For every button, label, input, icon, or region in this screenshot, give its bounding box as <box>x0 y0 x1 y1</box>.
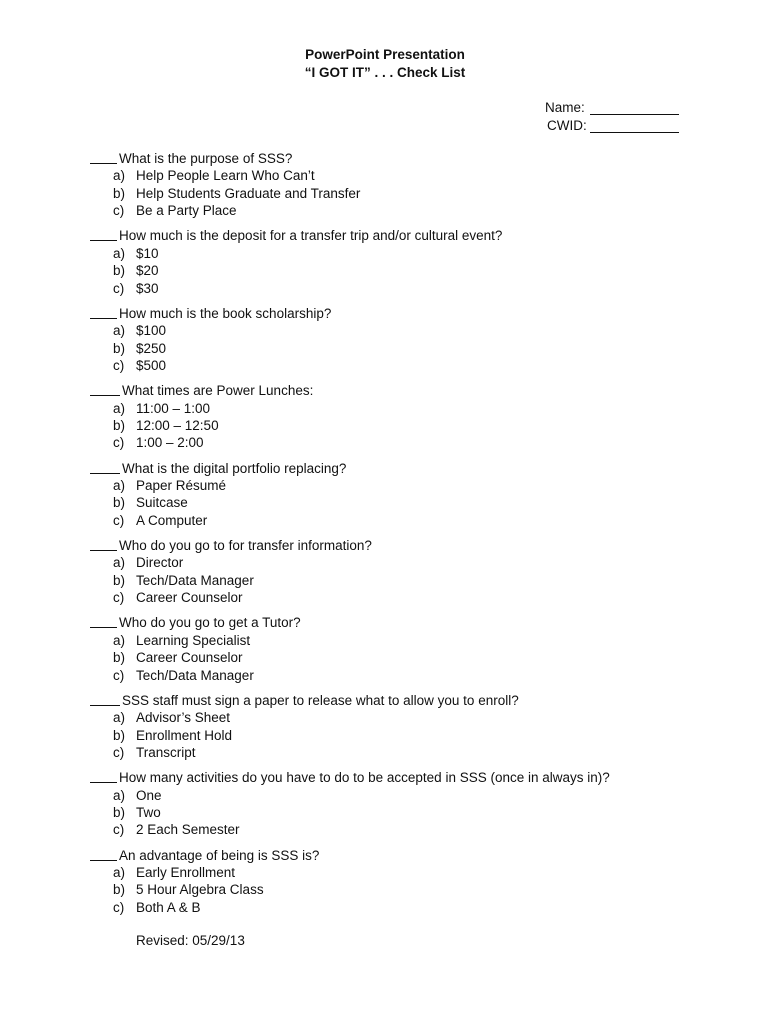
question-line <box>90 305 331 323</box>
answer-blank[interactable] <box>90 305 117 319</box>
answer-option <box>113 357 166 375</box>
option-text: Advisor’s Sheet <box>136 710 231 726</box>
option-letter: b) <box>113 882 126 898</box>
answer-option <box>113 262 159 280</box>
option-letter: a) <box>113 400 126 416</box>
question-text: An advantage of being is SSS is? <box>119 847 320 863</box>
cwid-label: CWID: <box>547 118 587 133</box>
option-letter: a) <box>113 477 126 493</box>
option-text: Help Students Graduate and Transfer <box>136 185 361 201</box>
option-letter: b) <box>113 804 126 820</box>
option-text: $100 <box>136 323 167 339</box>
option-text: A Computer <box>136 512 208 528</box>
option-text: Two <box>136 804 161 820</box>
option-text: Tech/Data Manager <box>136 572 254 588</box>
answer-option <box>113 494 188 512</box>
title-line-2: “I GOT IT” . . . Check List <box>304 64 466 80</box>
document-title <box>0 46 770 81</box>
answer-option <box>113 554 183 572</box>
question-text: How many activities do you have to do to be accepted in SSS (once in always in)? <box>119 770 610 786</box>
answer-blank[interactable] <box>90 227 117 241</box>
option-letter: b) <box>113 572 126 588</box>
question-line <box>90 460 346 478</box>
answer-option <box>113 340 166 358</box>
question-text: What times are Power Lunches: <box>122 383 314 399</box>
option-letter: a) <box>113 168 126 184</box>
option-text: One <box>136 787 162 803</box>
option-text: $250 <box>136 340 167 356</box>
answer-option <box>113 787 162 805</box>
answer-option <box>113 804 161 822</box>
option-letter: a) <box>113 787 126 803</box>
option-text: $500 <box>136 357 167 373</box>
answer-option <box>113 899 201 917</box>
answer-option <box>113 245 159 263</box>
answer-blank[interactable] <box>90 460 120 474</box>
option-letter: c) <box>113 280 125 296</box>
question-line <box>90 614 301 632</box>
option-letter: a) <box>113 864 126 880</box>
option-letter: b) <box>113 185 126 201</box>
answer-blank[interactable] <box>90 150 117 164</box>
answer-option <box>113 167 315 185</box>
option-letter: b) <box>113 417 126 433</box>
answer-option <box>113 589 243 607</box>
option-letter: c) <box>113 512 125 528</box>
option-letter: a) <box>113 323 126 339</box>
option-text: $30 <box>136 280 159 296</box>
question-line <box>90 769 610 787</box>
option-letter: b) <box>113 495 126 511</box>
option-text: Learning Specialist <box>136 632 251 648</box>
question-line <box>90 150 292 168</box>
option-text: Enrollment Hold <box>136 727 233 743</box>
option-letter: c) <box>113 590 125 606</box>
question-text: What is the purpose of SSS? <box>119 151 293 166</box>
option-text: Transcript <box>136 744 196 760</box>
title-line-1: PowerPoint Presentation <box>305 47 465 62</box>
option-text: Tech/Data Manager <box>136 667 254 683</box>
answer-option <box>113 477 226 495</box>
answer-blank[interactable] <box>90 847 117 861</box>
option-text: Suitcase <box>136 495 188 511</box>
question-text: SSS staff must sign a paper to release what to allow you to enroll? <box>122 692 519 708</box>
option-letter: c) <box>113 667 125 683</box>
answer-option <box>113 667 254 685</box>
answer-option <box>113 280 159 298</box>
option-letter: c) <box>113 357 125 373</box>
answer-blank[interactable] <box>90 382 120 396</box>
option-letter: c) <box>113 822 125 838</box>
option-text: $20 <box>136 263 159 279</box>
option-letter: a) <box>113 632 126 648</box>
answer-option <box>113 322 166 340</box>
option-letter: c) <box>113 899 125 915</box>
option-text: Career Counselor <box>136 590 243 606</box>
answer-option <box>113 649 243 667</box>
option-text: 12:00 – 12:50 <box>136 417 219 433</box>
option-text: Early Enrollment <box>136 864 236 880</box>
option-letter: c) <box>113 744 125 760</box>
option-text: 11:00 – 1:00 <box>136 400 211 416</box>
option-text: 5 Hour Algebra Class <box>136 882 264 898</box>
option-letter: b) <box>113 727 126 743</box>
option-letter: a) <box>113 555 126 571</box>
option-text: 1:00 – 2:00 <box>136 435 204 451</box>
answer-option <box>113 821 240 839</box>
option-text: Help People Learn Who Can’t <box>136 168 315 184</box>
option-letter: b) <box>113 340 126 356</box>
option-text: Career Counselor <box>136 650 243 666</box>
answer-option <box>113 417 219 435</box>
answer-option <box>113 864 235 882</box>
cwid-field[interactable] <box>590 132 679 133</box>
question-text: Who do you go to get a Tutor? <box>119 615 301 631</box>
question-line <box>90 692 519 710</box>
answer-blank[interactable] <box>90 692 120 706</box>
answer-option <box>113 512 207 530</box>
answer-option <box>113 572 254 590</box>
question-line <box>90 227 502 245</box>
question-line <box>90 847 319 865</box>
answer-blank[interactable] <box>90 537 117 551</box>
revised-date: Revised: 05/29/13 <box>136 933 245 948</box>
option-text: Be a Party Place <box>136 203 237 219</box>
option-letter: c) <box>113 435 125 451</box>
question-text: How much is the deposit for a transfer trip and/or cultural event? <box>119 228 503 244</box>
answer-option <box>113 185 360 203</box>
answer-option <box>113 632 250 650</box>
answer-option <box>113 709 230 727</box>
option-text: 2 Each Semester <box>136 822 240 838</box>
option-text: Both A & B <box>136 899 201 915</box>
answer-option <box>113 881 264 899</box>
answer-option <box>113 202 237 220</box>
option-letter: c) <box>113 203 125 219</box>
question-line <box>90 537 372 555</box>
option-text: Paper Résumé <box>136 477 227 493</box>
question-text: Who do you go to for transfer information? <box>119 538 372 553</box>
option-letter: a) <box>113 245 126 261</box>
question-text: How much is the book scholarship? <box>119 305 332 321</box>
option-text: $10 <box>136 245 159 261</box>
option-letter: b) <box>113 650 126 666</box>
name-field[interactable] <box>590 114 679 115</box>
question-line <box>90 382 313 400</box>
option-letter: a) <box>113 710 126 726</box>
answer-blank[interactable] <box>90 769 117 783</box>
option-letter: b) <box>113 263 126 279</box>
answer-option <box>113 400 210 418</box>
name-label: Name: <box>545 100 585 115</box>
answer-blank[interactable] <box>90 614 117 628</box>
option-text: Director <box>136 555 184 571</box>
answer-option <box>113 744 196 762</box>
answer-option <box>113 434 204 452</box>
question-text: What is the digital portfolio replacing? <box>122 460 347 476</box>
answer-option <box>113 727 232 745</box>
